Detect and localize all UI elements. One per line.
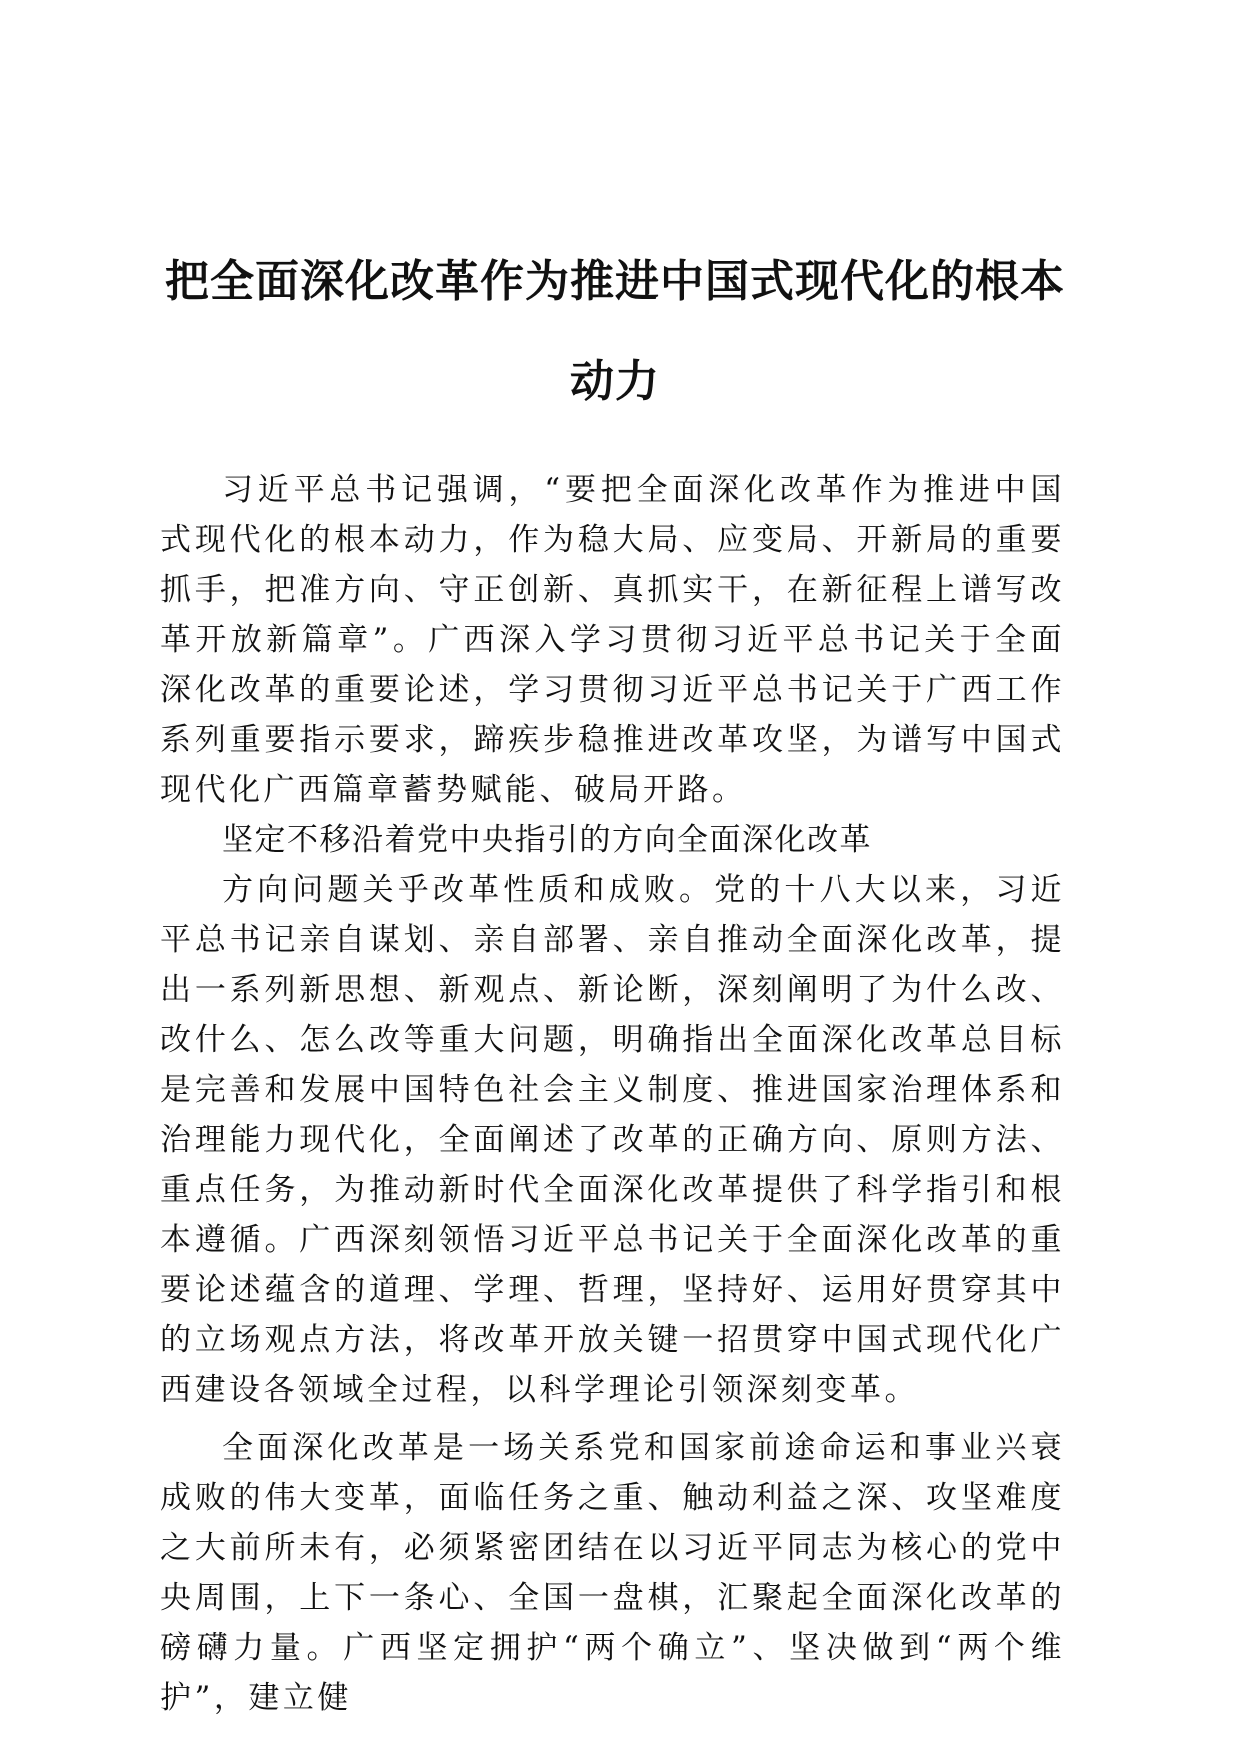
document-title: 把全面深化改革作为推进中国式现代化的根本动力 (165, 256, 1065, 407)
section-heading: 坚定不移沿着党中央指引的方向全面深化改革 (222, 822, 872, 858)
paragraph-leadership: 全面深化改革是一场关系党和国家前途命运和事业兴衰成败的伟大变革，面临任务之重、触动利益之深、攻坚难度之大前所未有，必须紧密团结在以习近平同志为核心的党中央周围，上下一条心、全国一盘棋，汇聚起全面深化改革的磅礴力量。广西坚定拥护“两个确立”、坚决做到“两个维护”，建立健 (160, 1430, 1065, 1716)
document-body (160, 465, 1065, 1723)
paragraph-intro: 习近平总书记强调，“要把全面深化改革作为推进中国式现代化的根本动力，作为稳大局、应变局、开新局的重要抓手，把准方向、守正创新、真抓实干，在新征程上谱写改革开放新篇章”。广西深入学习贯彻习近平总书记关于全面深化改革的重要论述，学习贯彻习近平总书记关于广西工作系列重要指示要求，蹄疾步稳推进改革攻坚，为谱写中国式现代化广西篇章蓄势赋能、破局开路。 (160, 472, 1065, 808)
paragraph-direction: 方向问题关乎改革性质和成败。党的十八大以来，习近平总书记亲自谋划、亲自部署、亲自推动全面深化改革，提出一系列新思想、新观点、新论断，深刻阐明了为什么改、改什么、怎么改等重大问题，明确指出全面深化改革总目标是完善和发展中国特色社会主义制度、推进国家治理体系和治理能力现代化，全面阐述了改革的正确方向、原则方法、重点任务，为推动新时代全面深化改革提供了科学指引和根本遵循。广西深刻领悟习近平总书记关于全面深化改革的重要论述蕴含的道理、学理、哲理，坚持好、运用好贯穿其中的立场观点方法，将改革开放关键一招贯穿中国式现代化广西建设各领域全过程，以科学理论引领深刻变革。 (160, 872, 1065, 1408)
